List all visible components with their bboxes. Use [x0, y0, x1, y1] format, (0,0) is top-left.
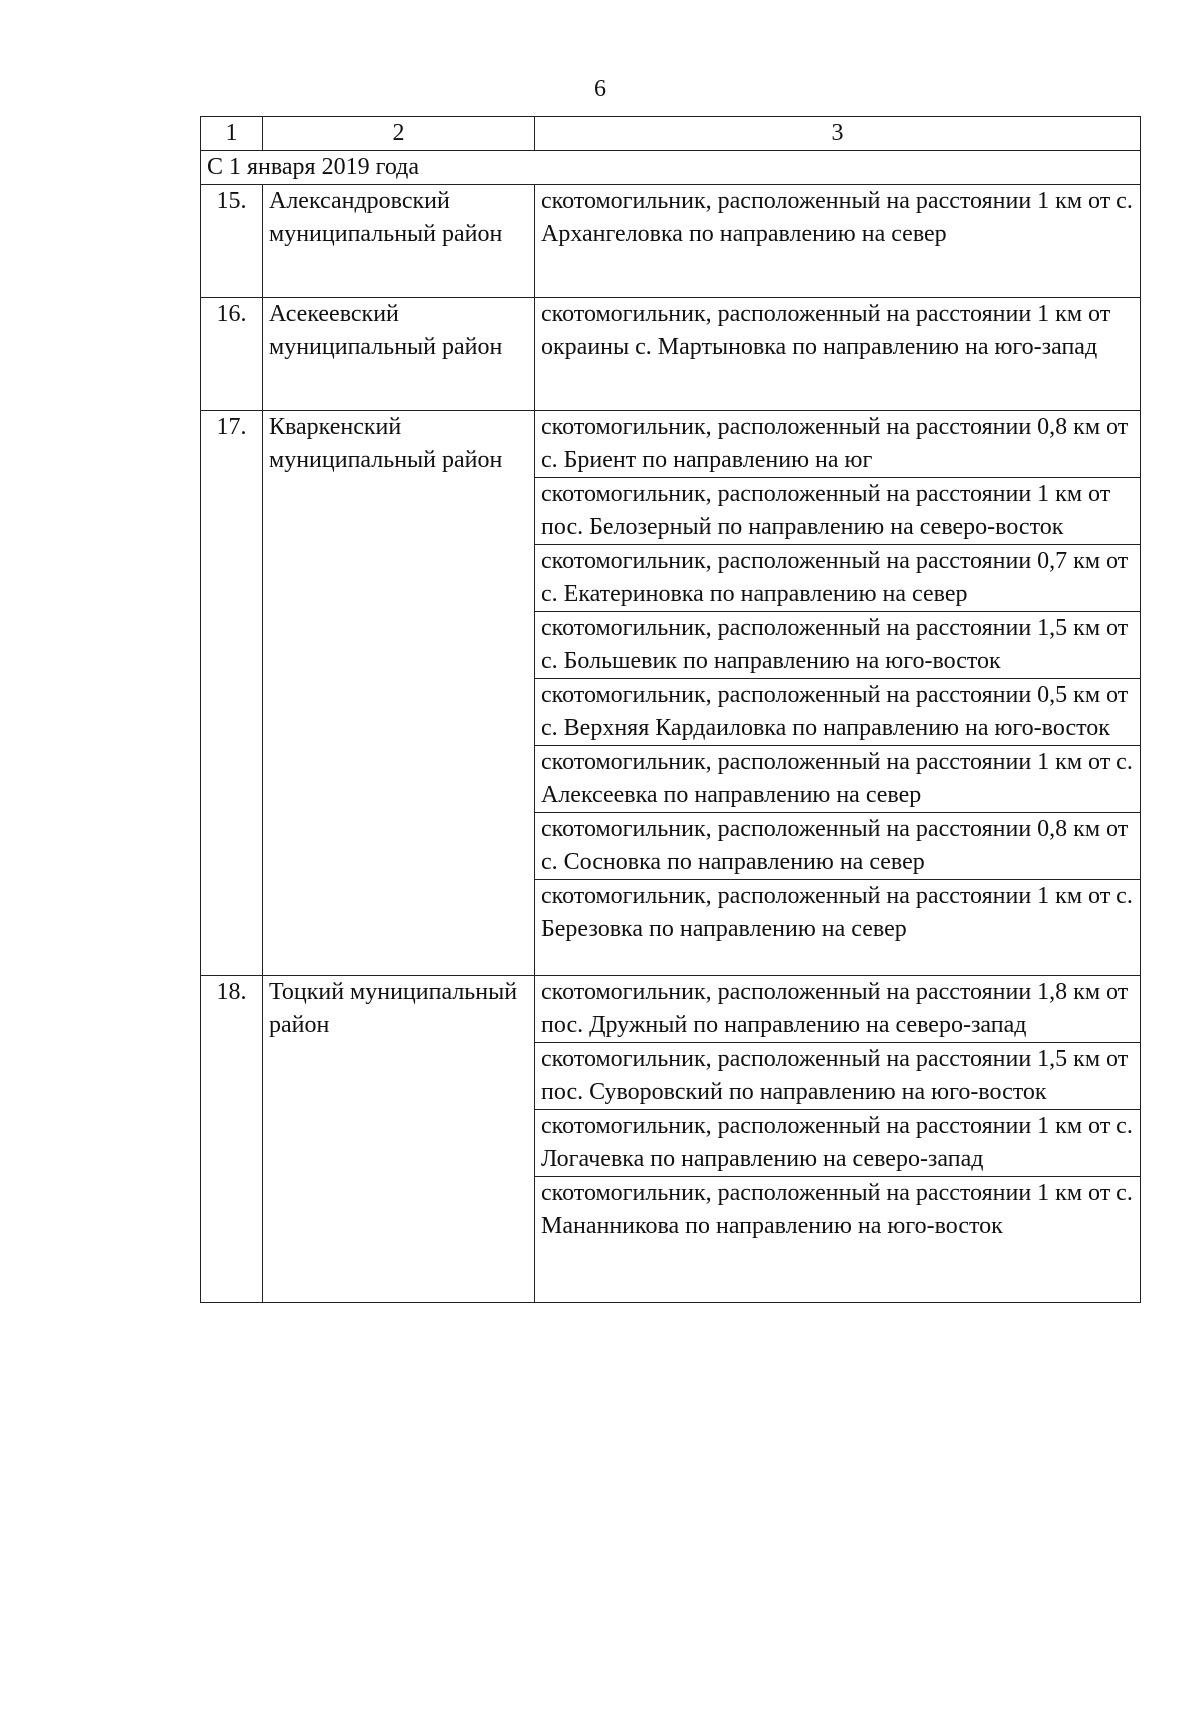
row-number: 15. — [201, 185, 263, 298]
site-description: скотомогильник, расположенный на расстоянии 1,5 км от пос. Суворовский по направлению на юго-восток — [535, 1043, 1141, 1110]
site-description: скотомогильник, расположенный на расстоянии 1 км от с. Мананникова по направлению на юго-восток — [535, 1177, 1141, 1303]
column-number-2: 2 — [263, 117, 535, 151]
table-row — [201, 976, 1141, 1043]
district-name: Асекеевский муниципальный район — [263, 298, 535, 411]
row-number: 16. — [201, 298, 263, 411]
site-description: скотомогильник, расположенный на расстоянии 1 км от с. Алексеевка по направлению на север — [535, 746, 1141, 813]
district-name: Тоцкий муниципальный район — [263, 976, 535, 1303]
table-row — [201, 298, 1141, 411]
section-row — [201, 151, 1141, 185]
site-description: скотомогильник, расположенный на расстоянии 0,7 км от с. Екатериновка по направлению на север — [535, 545, 1141, 612]
site-description: скотомогильник, расположенный на расстоянии 1,8 км от пос. Дружный по направлению на северо-запад — [535, 976, 1141, 1043]
cattle-burial-sites-table — [200, 116, 1141, 1303]
site-description: скотомогильник, расположенный на расстоянии 0,8 км от с. Сосновка по направлению на север — [535, 813, 1141, 880]
column-number-row — [201, 117, 1141, 151]
site-description: скотомогильник, расположенный на расстоянии 0,8 км от с. Бриент по направлению на юг — [535, 411, 1141, 478]
site-description: скотомогильник, расположенный на расстоянии 1,5 км от с. Большевик по направлению на юго-восток — [535, 612, 1141, 679]
row-number: 18. — [201, 976, 263, 1303]
site-description: скотомогильник, расположенный на расстоянии 1 км от окраины с. Мартыновка по направлению на юго-запад — [535, 298, 1141, 411]
page-number: 6 — [594, 76, 606, 102]
site-description: скотомогильник, расположенный на расстоянии 1 км от пос. Белозерный по направлению на северо-восток — [535, 478, 1141, 545]
district-name: Кваркенский муниципальный район — [263, 411, 535, 976]
district-name: Александровский муниципальный район — [263, 185, 535, 298]
table-row — [201, 185, 1141, 298]
site-description: скотомогильник, расположенный на расстоянии 1 км от с. Архангеловка по направлению на север — [535, 185, 1141, 298]
row-number: 17. — [201, 411, 263, 976]
site-description: скотомогильник, расположенный на расстоянии 1 км от с. Березовка по направлению на север — [535, 880, 1141, 976]
site-description: скотомогильник, расположенный на расстоянии 0,5 км от с. Верхняя Кардаиловка по направлению на юго-восток — [535, 679, 1141, 746]
column-number-1: 1 — [201, 117, 263, 151]
table-row — [201, 411, 1141, 478]
section-title: С 1 января 2019 года — [201, 151, 1141, 185]
site-description: скотомогильник, расположенный на расстоянии 1 км от с. Логачевка по направлению на северо-запад — [535, 1110, 1141, 1177]
column-number-3: 3 — [535, 117, 1141, 151]
